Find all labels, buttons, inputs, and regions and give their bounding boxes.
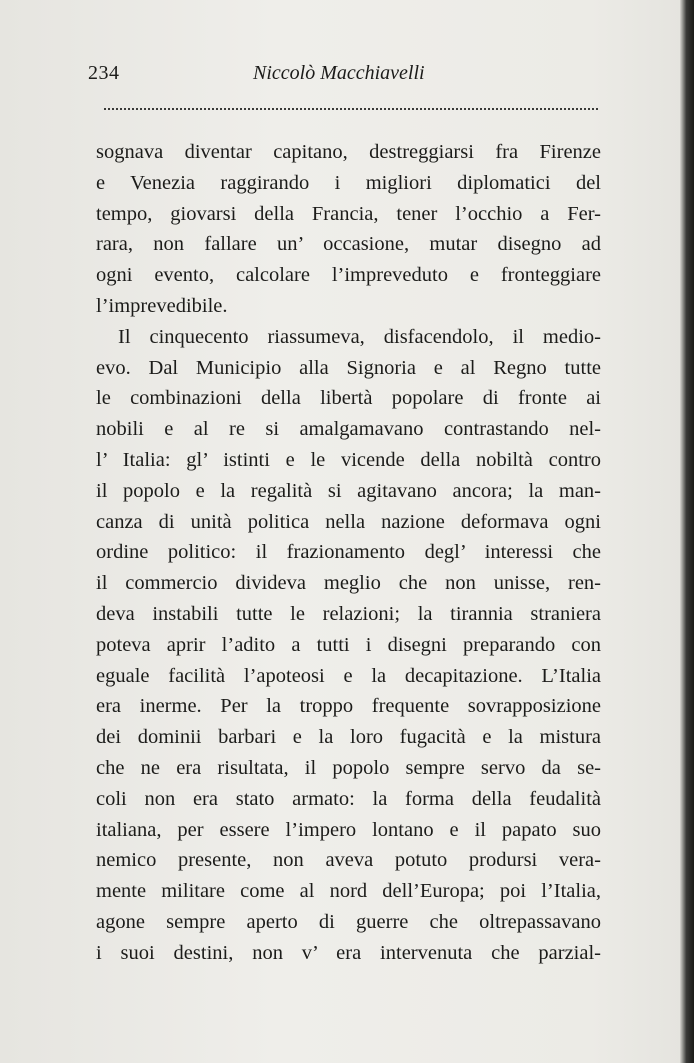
- text-line: il popolo e la regalità si agitavano ancora; la man-: [96, 479, 601, 502]
- text-line: poteva aprir l’adito a tutti i disegni preparando con: [96, 633, 601, 656]
- text-line: italiana, per essere l’impero lontano e il papato suo: [96, 818, 601, 841]
- text-line: ogni evento, calcolare l’impreveduto e fronteggiare: [96, 264, 601, 287]
- running-title: Niccolò Macchiavelli: [253, 62, 425, 84]
- text-line: e Venezia raggirando i migliori diplomatici del: [96, 171, 601, 194]
- text-line: evo. Dal Municipio alla Signoria e al Regno tutte: [96, 356, 601, 379]
- text-line: il commercio divideva meglio che non unisse, ren-: [96, 572, 601, 595]
- text-line: eguale facilità l’apoteosi e la decapitazione. L’Italia: [96, 664, 601, 687]
- page-header: [88, 60, 598, 92]
- text-line: ordine politico: il frazionamento degl’ interessi che: [96, 541, 601, 564]
- text-line: sognava diventar capitano, destreggiarsi fra Firenze: [96, 141, 601, 163]
- text-line: l’ Italia: gl’ istinti e le vicende della nobiltà contro: [96, 448, 601, 471]
- text-line: tempo, giovarsi della Francia, tener l’occhio a Fer-: [96, 202, 601, 225]
- text-line: mente militare come al nord dell’Europa; poi l’Italia,: [96, 880, 601, 903]
- text-line: coli non era stato armato: la forma della feudalità: [96, 787, 601, 810]
- text-line: Il cinquecento riassumeva, disfacendolo, il medio-: [118, 325, 601, 348]
- text-line: era inerme. Per la troppo frequente sovrapposizione: [96, 695, 601, 718]
- text-line: agone sempre aperto di guerre che oltrepassavano: [96, 910, 601, 933]
- header-dotted-rule: [104, 108, 598, 110]
- text-line: che ne era risultata, il popolo sempre servo da se-: [96, 756, 601, 779]
- text-line: l’imprevedibile.: [96, 294, 228, 317]
- page-number: 234: [88, 62, 120, 84]
- text-line: rara, non fallare un’ occasione, mutar disegno ad: [96, 233, 601, 256]
- text-line: canza di unità politica nella nazione deformava ogni: [96, 510, 601, 533]
- text-line: le combinazioni della libertà popolare di fronte ai: [96, 387, 601, 410]
- text-line: i suoi destini, non v’ era intervenuta che parzial-: [96, 941, 601, 964]
- text-line: nobili e al re si amalgamavano contrastando nel-: [96, 418, 601, 441]
- text-line: deva instabili tutte le relazioni; la tirannia straniera: [96, 602, 601, 625]
- page-edge-shadow: [680, 0, 694, 1063]
- text-line: nemico presente, non aveva potuto prodursi vera-: [96, 849, 601, 872]
- text-line: dei dominii barbari e la loro fugacità e la mistura: [96, 726, 601, 749]
- body-text: [96, 137, 601, 969]
